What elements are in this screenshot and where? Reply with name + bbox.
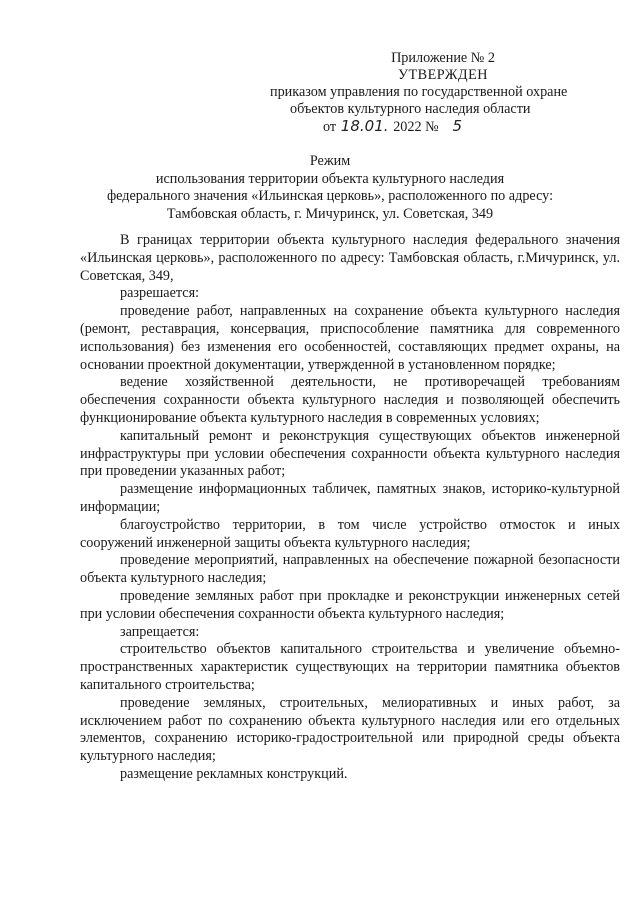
allowed-item: благоустройство территории, в том числе устройство отмосток и иных сооружений инженерной защиты объекта культурного наследия;: [80, 516, 620, 551]
approved-label: УТВЕРЖДЕН: [397, 67, 489, 83]
allowed-item: размещение информационных табличек, памятных знаков, историко-культурной информации;: [80, 481, 620, 515]
handwritten-number: 5: [452, 117, 462, 135]
title-line-2: использования территории объекта культурного наследия: [155, 170, 505, 187]
document-body: [80, 232, 620, 784]
forbidden-item: размещение рекламных конструкций.: [120, 765, 348, 782]
title-line-3: федерального значения «Ильинская церковь», расположенного по адресу:: [106, 188, 554, 204]
allowed-item: ведение хозяйственной деятельности, не противоречащей требованиям обеспечения сохранности объекта культурного наследия и позволяющей обеспечить функционирование объекта культурного наследия в современных условиях;: [80, 374, 620, 426]
allowed-heading: разрешается:: [120, 285, 200, 302]
forbidden-item: проведение земляных, строительных, мелиоративных и иных работ, за исключением работ по сохранению объекта культурного наследия или его отдельных элементов, сохранению историко-градостроительной или природной среды объекта культурного наследия;: [80, 694, 620, 765]
approval-stamp: [268, 50, 598, 136]
order-line-1: приказом управления по государственной охране: [270, 84, 568, 100]
appendix-label: Приложение № 2: [391, 50, 495, 66]
allowed-item: проведение земляных работ при прокладке и реконструкции инженерных сетей при условии обеспечения сохранности объекта культурного наследия;: [80, 587, 620, 622]
handwritten-date: 18.01.: [340, 117, 389, 135]
forbidden-item: строительство объектов капитального строительства и увеличение объемно-пространственных характеристик существующих на территории памятника объектов капитального строительства;: [80, 641, 620, 693]
order-date-line: [268, 118, 598, 136]
intro-paragraph: В границах территории объекта культурного наследия федерального значения «Ильинская церковь», расположенного по адресу: Тамбовская область, г.Мичуринск, ул. Советская, 349,: [80, 232, 620, 284]
allowed-item: проведение мероприятий, направленных на обеспечение пожарной безопасности объекта культурного наследия;: [80, 552, 620, 587]
year-number-label: 2022 №: [393, 119, 439, 135]
forbidden-heading: запрещается:: [120, 623, 200, 640]
date-prefix: от: [323, 119, 337, 135]
order-line-2: объектов культурного наследия области: [290, 101, 531, 117]
allowed-item: проведение работ, направленных на сохранение объекта культурного наследия (ремонт, реставрация, консервация, приспособление памятника для современного использования) без изменения его особенностей, составляющих предмет охраны, на основании проектной документации, утвержденной в установленном порядке;: [80, 303, 620, 373]
allowed-item: капитальный ремонт и реконструкция существующих объектов инженерной инфраструктуры при условии обеспечения сохранности объекта культурного наследия при проведении указанных работ;: [80, 427, 620, 480]
document-title: [70, 153, 590, 223]
title-line-4: Тамбовская область, г. Мичуринск, ул. Советская, 349: [166, 205, 494, 222]
title-line-1: Режим: [309, 153, 351, 169]
